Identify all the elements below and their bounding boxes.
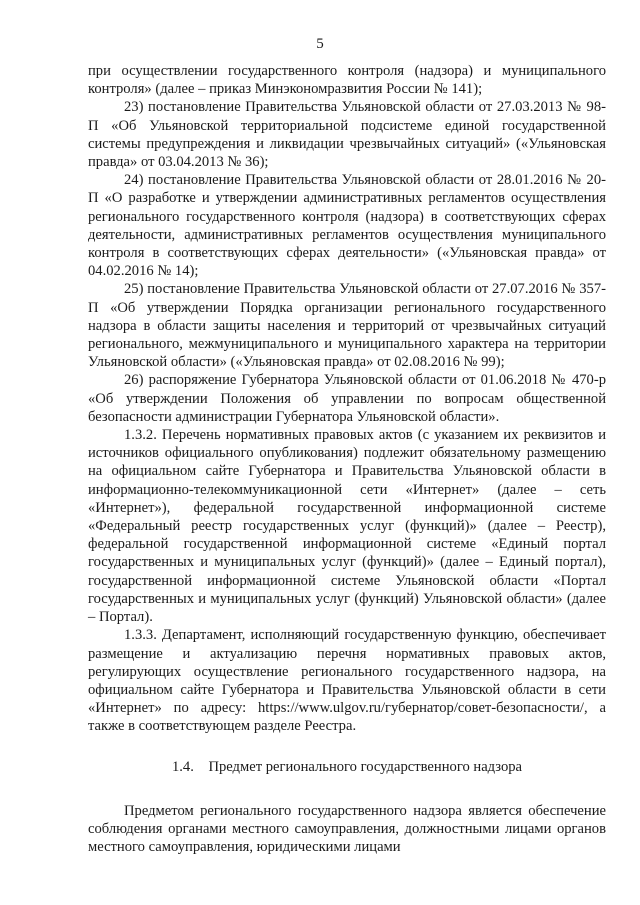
- paragraph-item-23: 23) постановление Правительства Ульяновской области от 27.03.2013 № 98-П «Об Ульяновской территориальной подсистеме единой государственной системы предупреждения и ликвидации чрезвычайных ситуаций» («Ульяновская правда» от 03.04.2013 № 36);: [88, 99, 606, 171]
- paragraph-item-26: 26) распоряжение Губернатора Ульяновской области от 01.06.2018 № 470-р «Об утверждении Положения об управлении по вопросам общественной безопасности администрации Губернатора Ульяновской области».: [88, 372, 606, 425]
- paragraph-item-25: 25) постановление Правительства Ульяновской области от 27.07.2016 № 357-П «Об утверждении Порядка организации регионального государственного надзора в области защиты населения и территорий от чрезвычайных ситуаций регионального, межмуниципального и муниципального характера на территории Ульяновской области» («Ульяновская правда» от 02.08.2016 № 99);: [88, 281, 606, 371]
- paragraph-1-3-3: 1.3.3. Департамент, исполняющий государственную функцию, обеспечивает размещение и актуализацию перечня нормативных правовых актов, регулирующих осуществление регионального государственного надзора, на официальном сайте Губернатора и Правительства Ульяновской области в сети «Интернет» по адресу: https://www.ulgov.ru/губернатор/совет-безопасности/, а также в соответствующем разделе Реестра.: [88, 627, 606, 735]
- paragraph-item-24: 24) постановление Правительства Ульяновской области от 28.01.2016 № 20-П «О разработке и утверждении административных регламентов осуществления регионального государственного контроля (надзора) в соответствующих сферах деятельности, административных регламентов осуществления муниципального контроля в соответствующих сферах деятельности» («Ульяновская правда» от 04.02.2016 № 14);: [88, 172, 606, 280]
- page-number: 5: [316, 36, 324, 52]
- paragraph-1-3-2: 1.3.2. Перечень нормативных правовых актов (с указанием их реквизитов и источников официального опубликования) подлежит обязательному размещению на официальном сайте Губернатора и Правительства Ульяновской области в информационно-телекоммуникационной сети «Интернет» (далее – сеть «Интернет»), федеральной государственной информационной системе «Федеральный реестр государственных услуг (функций)» (далее – Реестр), федеральной государственной информационной системе «Единый портал государственных и муниципальных услуг (функций)» (далее – Единый портал), государственной информационной системе Ульяновской области «Портал государственных и муниципальных услуг (функций) Ульяновской области» (далее – Портал).: [88, 427, 606, 626]
- paragraph-section-1-4: Предметом регионального государственного надзора является обеспечение соблюдения органами местного самоуправления, должностными лицами органов местного самоуправления, юридическими лицами: [88, 802, 606, 856]
- paragraph-continuation: при осуществлении государственного контроля (надзора) и муниципального контроля» (далее – приказ Минэкономразвития России № 141);: [88, 63, 606, 98]
- section-heading-1-4: 1.4. Предмет регионального государственного надзора: [171, 758, 523, 775]
- document-body: [88, 62, 606, 856]
